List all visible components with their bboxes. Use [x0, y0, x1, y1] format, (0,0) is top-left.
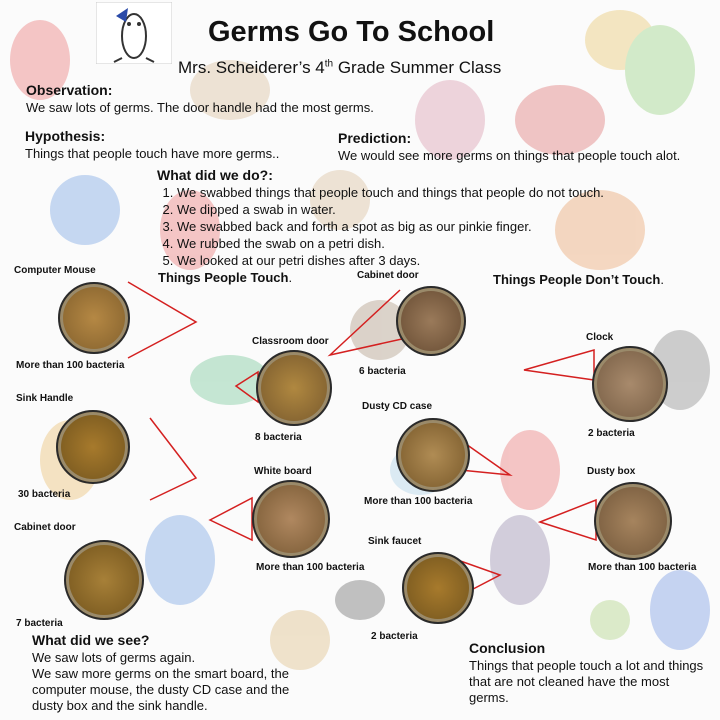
petri-dish-white-board — [252, 480, 330, 558]
page-subtitle: Mrs. Scheiderer’s 4th Grade Summer Class — [178, 58, 502, 77]
petri-dish-classroom-door — [256, 350, 332, 426]
column-heading-touch: Things People Touch. — [158, 270, 293, 285]
conclusion-heading: Conclusion — [469, 640, 546, 656]
list-item: 4. We rubbed the swab on a petri dish. — [177, 235, 604, 252]
label-sink-faucet: Sink faucet — [368, 536, 422, 547]
results-heading: What did we see? — [32, 632, 150, 648]
petri-dish-cabinet-door-mid — [396, 286, 466, 356]
label-dusty-box: Dusty box — [587, 466, 636, 477]
conclusion-section — [469, 640, 709, 706]
result-classroom-door: 8 bacteria — [255, 432, 302, 443]
list-item: 3. We swabbed back and forth a spot as big as our pinkie finger. — [177, 218, 604, 235]
result-sink-faucet: 2 bacteria — [371, 631, 418, 642]
petri-dish-sink-handle — [56, 410, 130, 484]
prediction-text: We would see more germs on things that people touch alot. — [338, 148, 681, 163]
conclusion-text: Things that people touch a lot and things that are not cleaned have the most germs. — [469, 658, 704, 705]
label-computer-mouse: Computer Mouse — [14, 265, 96, 276]
result-cabinet-door-left: 7 bacteria — [16, 618, 63, 629]
observation-heading: Observation: — [26, 82, 113, 98]
method-heading: What did we do?: — [157, 167, 273, 183]
label-dusty-cd-case: Dusty CD case — [362, 401, 433, 412]
label-cabinet-door-left: Cabinet door — [14, 522, 76, 533]
label-classroom-door: Classroom door — [252, 336, 329, 347]
label-white-board: White board — [254, 466, 312, 477]
page-title: Germs Go To School — [208, 16, 495, 48]
list-item: 5. We looked at our petri dishes after 3 days. — [177, 252, 604, 269]
label-cabinet-door-mid: Cabinet door — [357, 270, 419, 281]
prediction-heading: Prediction: — [338, 130, 412, 146]
result-clock: 2 bacteria — [588, 428, 635, 439]
petri-dish-sink-faucet — [402, 552, 474, 624]
result-sink-handle: 30 bacteria — [18, 489, 71, 500]
label-clock: Clock — [586, 332, 614, 343]
petri-dish-dusty-cd-case — [396, 418, 470, 492]
petri-dish-clock — [592, 346, 668, 422]
label-sink-handle: Sink Handle — [16, 393, 74, 404]
result-dusty-box: More than 100 bacteria — [588, 562, 697, 573]
result-dusty-cd-case: More than 100 bacteria — [364, 496, 473, 507]
result-cabinet-door-mid: 6 bacteria — [359, 366, 406, 377]
hypothesis-heading: Hypothesis: — [25, 128, 106, 144]
column-heading-no-touch: Things People Don’t Touch. — [493, 272, 664, 287]
results-section — [32, 632, 312, 714]
result-computer-mouse: More than 100 bacteria — [16, 360, 125, 371]
list-item: 1. We swabbed things that people touch and things that people do not touch. — [177, 184, 604, 201]
petri-dish-dusty-box — [594, 482, 672, 560]
petri-dish-computer-mouse — [58, 282, 130, 354]
observation-text: We saw lots of germs. The door handle had the most germs. — [26, 100, 374, 115]
hypothesis-text: Things that people touch have more germs.. — [25, 146, 280, 161]
results-line: We saw lots of germs again. — [32, 650, 196, 665]
list-item: 2. We dipped a swab in water. — [177, 201, 604, 218]
results-line: We saw more germs on the smart board, the computer mouse, the dusty CD case and the dusty box and the sink handle. — [32, 666, 290, 713]
result-white-board: More than 100 bacteria — [256, 562, 365, 573]
petri-dish-cabinet-door-left — [64, 540, 144, 620]
